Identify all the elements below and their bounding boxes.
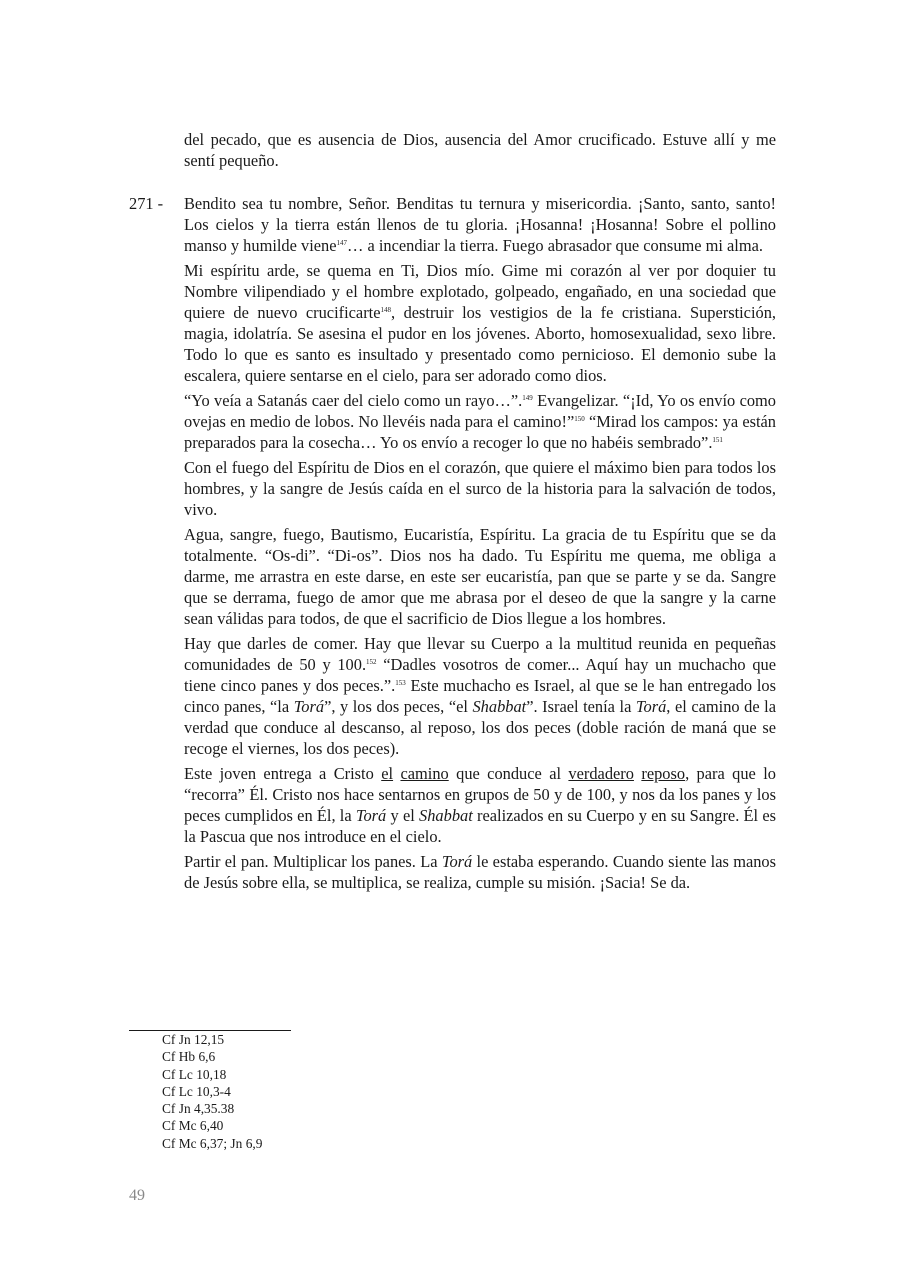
footnote-148: Cf Hb 6,6 xyxy=(162,1049,216,1065)
paragraph-5: Agua, sangre, fuego, Bautismo, Eucaristía, Espíritu. La gracia de tu Espíritu que se da totalmente. “Os-di”. “Di-os”. Dios nos ha dado. Tu Espíritu me quema, me obliga a darme, me arrastra en este darse, en este ser eucaristía, pan que se parte y se da. Sangre que se derrama, fuego de amor que me abrasa por el deseo de que la sangre y la carne sean válidas para todos, de que el sacrificio de Dios llegue a los hombres. xyxy=(184,525,776,628)
p2-text-a: Mi espíritu arde, se quema en Ti, Dios mío. Gime mi corazón al ver por doquier tu Nombre vilipendiado y el hombre explotado, golpeado, engañado, en una sociedad que quiere de nuevo crucificarte xyxy=(184,261,776,322)
p7-underline-el: el xyxy=(381,764,394,783)
footnote-150: Cf Lc 10,3-4 xyxy=(162,1083,231,1099)
footnote-153: Cf Mc 6,37; Jn 6,9 xyxy=(162,1135,263,1151)
p7-underline-camino: camino xyxy=(400,764,449,783)
p8-torah-italic: Torá xyxy=(441,852,473,871)
footnote-ref-148: 148 xyxy=(380,306,391,314)
p7-torah-italic: Torá xyxy=(355,806,387,825)
footnote-ref-149: 149 xyxy=(522,394,533,402)
p7-underline-verdadero: verdadero xyxy=(568,764,634,783)
footnote-ref-153: 153 xyxy=(395,679,406,687)
p7-text-a: Este joven entrega a Cristo xyxy=(184,764,382,783)
p8-text-a: Partir el pan. Multiplicar los panes. La xyxy=(184,852,442,871)
footnote-147: Cf Jn 12,15 xyxy=(162,1032,225,1047)
p7-text-e: realizados en su Cuerpo y en su Sangre. Él es la Pascua que nos introduce en el cielo. xyxy=(184,806,776,846)
p2-text-b: , destruir los vestigios de la fe cristiana. Superstición, magia, idolatría. Se asesina el pudor en los jóvenes. Aborto, homosexualidad, sexo libre. Todo lo que es santo es insultado y presentado como pernicioso. El demonio sube la escalera, quiere sentarse en el cielo, para ser adorado como dios. xyxy=(184,303,777,385)
p7-text-b: que conduce al xyxy=(448,764,569,783)
p8-text-b: le estaba esperando. Cuando siente las manos de Jesús sobre ella, se multiplica, se realiza, cumple su misión. ¡Sacia! Se da. xyxy=(184,852,776,892)
paragraph-6 xyxy=(184,633,776,759)
p3-text-a: “Yo veía a Satanás caer del cielo como un rayo…”. xyxy=(184,391,523,410)
footnote-ref-150: 150 xyxy=(574,415,585,423)
p7-text-d: y el xyxy=(386,806,420,825)
paragraph-7 xyxy=(184,763,776,847)
p6-text-e: ”. Israel tenía la xyxy=(526,697,636,716)
p6-text-d: ”, y los dos peces, “el xyxy=(324,697,473,716)
p6-torah-italic: Torá xyxy=(293,697,325,716)
p6-shabbat-italic: Shabbat xyxy=(472,697,527,716)
footnote-149: Cf Lc 10,18 xyxy=(162,1066,227,1082)
p3-text-c: “Mirad los campos: ya están preparados para la cosecha… Yo os envío a recoger lo que no habéis sembrado”. xyxy=(184,412,776,452)
p1-text-a: Bendito sea tu nombre, Señor. Benditas tu ternura y misericordia. ¡Santo, santo, santo! Los cielos y la tierra están llenos de tu gloria. ¡Hosanna! ¡Hosanna! Sobre el pollino manso y humilde viene xyxy=(184,194,776,255)
p6-text-c: Este muchacho es Israel, al que se le han entregado los cinco panes, “la xyxy=(184,676,776,716)
paragraph-8 xyxy=(184,851,776,893)
page-number: 49 xyxy=(129,1187,145,1204)
p6-text-f: , el camino de la verdad que conduce al descanso, al reposo, los dos peces (doble ración de maná que se recoge el viernes, los dos peces). xyxy=(184,697,776,758)
entry-number: 271 - xyxy=(129,194,164,213)
p6-text-b: “Dadles vosotros de comer... Aquí hay un muchacho que tiene cinco panes y dos peces.”. xyxy=(184,655,776,695)
p1-text-b: … a incendiar la tierra. Fuego abrasador que consume mi alma. xyxy=(347,236,763,255)
footnote-152: Cf Mc 6,40 xyxy=(162,1118,224,1134)
paragraph-3 xyxy=(184,390,776,453)
paragraph-2 xyxy=(184,260,776,386)
entry-271 xyxy=(184,193,776,897)
footnotes-list xyxy=(162,1031,562,1152)
p3-text-b: Evangelizar. “¡Id, Yo os envío como ovejas en medio de lobos. No llevéis nada para el camino!” xyxy=(184,391,776,431)
intro-paragraph-block xyxy=(184,129,776,175)
p7-shabbat-italic: Shabbat xyxy=(419,806,473,825)
p7-text-c: , para que lo “recorra” Él. Cristo nos hace sentarnos en grupos de 50 y de 100, y nos da los panes y los peces cumplidos en Él, la xyxy=(184,764,776,825)
footnote-ref-152: 152 xyxy=(366,658,377,666)
footnote-151: Cf Jn 4,35.38 xyxy=(162,1101,235,1117)
footnote-ref-147: 147 xyxy=(336,239,347,247)
p6-text-a: Hay que darles de comer. Hay que llevar su Cuerpo a la multitud reunida en pequeñas comunidades de 50 y 100. xyxy=(184,634,776,674)
p6-torah2-italic: Torá xyxy=(635,697,667,716)
paragraph-4: Con el fuego del Espíritu de Dios en el corazón, que quiere el máximo bien para todos los hombres, y la sangre de Jesús caída en el surco de la historia para la salvación de todos, vivo. xyxy=(184,458,776,519)
footnote-ref-151: 151 xyxy=(712,436,723,444)
p7-underline-reposo: reposo xyxy=(641,764,686,783)
intro-paragraph: del pecado, que es ausencia de Dios, ausencia del Amor crucificado. Estuve allí y me sentí pequeño. xyxy=(184,130,776,170)
paragraph-1 xyxy=(184,193,776,256)
